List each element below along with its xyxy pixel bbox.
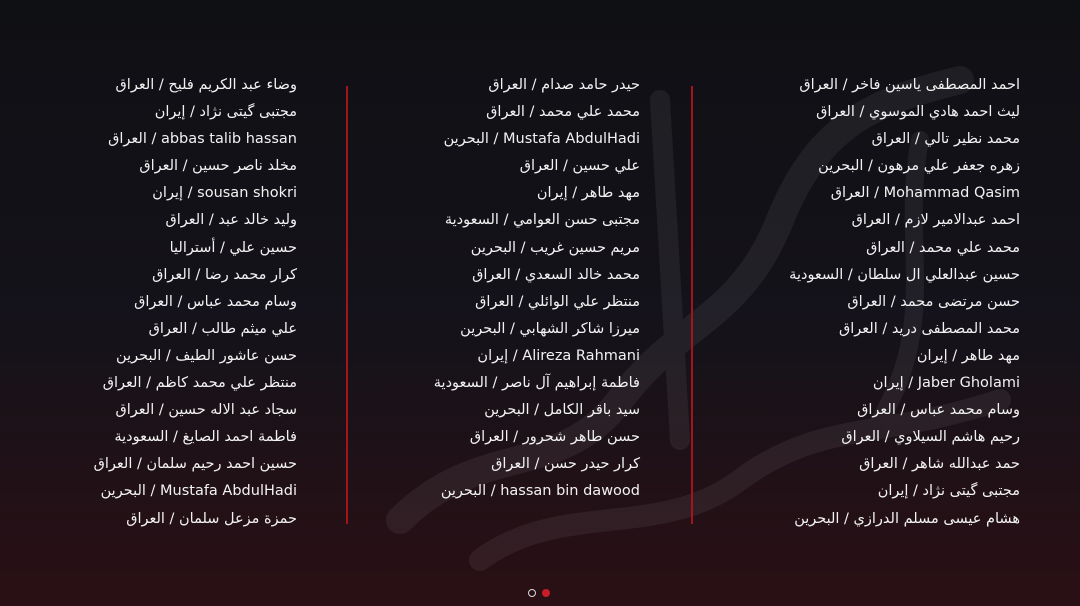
column-divider <box>346 86 348 524</box>
name-entry: حسين احمد رحيم سلمان / العراق <box>93 456 297 473</box>
name-entry: abbas talib hassan / العراق <box>108 131 297 148</box>
name-entry: مهد طاهر / إيران <box>916 347 1020 364</box>
name-entry: ميرزا شاكر الشهابي / البحرين <box>460 320 640 337</box>
name-entry: محمد المصطفى دريد / العراق <box>839 320 1020 337</box>
name-entry: احمد عبدالامير لازم / العراق <box>851 212 1020 229</box>
name-entry: مجتبی گیتی نژاد / إيران <box>877 483 1020 500</box>
name-entry: وسام محمد عباس / العراق <box>857 402 1020 419</box>
pagination-dot-1[interactable] <box>528 589 536 597</box>
name-entry: فاطمة إبراهيم آل ناصر / السعودية <box>433 375 640 392</box>
name-entry: وضاء عبد الكريم فليح / العراق <box>115 77 297 93</box>
name-entry: hassan bin dawood / البحرين <box>440 483 640 500</box>
name-entry: محمد نظير تالي / العراق <box>871 131 1020 148</box>
name-entry: محمد علي محمد / العراق <box>866 239 1020 256</box>
name-entry: حسين عبدالعلي ال سلطان / السعودية <box>789 266 1020 283</box>
name-entry: زهره جعفر علي مرهون / البحرين <box>818 158 1020 175</box>
name-entry: حسن طاهر شحرور / العراق <box>469 429 640 446</box>
pagination-dot-2[interactable] <box>542 589 550 597</box>
name-entry: فاطمة احمد الصايغ / السعودية <box>114 429 297 446</box>
name-entry: حيدر حامد صدام / العراق <box>488 77 640 93</box>
name-entry: حمد عبدالله شاهر / العراق <box>859 456 1020 473</box>
name-entry: مجتبى حسن العوامي / السعودية <box>444 212 640 229</box>
name-entry: وسام محمد عباس / العراق <box>134 293 297 310</box>
name-entry: رحيم هاشم السيلاوي / العراق <box>841 429 1020 446</box>
name-entry: حمزة مزعل سلمان / العراق <box>126 510 297 527</box>
name-entry: منتظر علي الوائلي / العراق <box>475 293 640 310</box>
name-entry: هشام عيسى مسلم الدرازي / البحرين <box>794 510 1020 527</box>
names-column-left <box>57 72 297 533</box>
name-entry: كرار محمد رضا / العراق <box>152 266 297 283</box>
names-column-middle <box>380 72 640 506</box>
name-entry: سجاد عبد الاله حسين / العراق <box>115 402 297 419</box>
name-entry: حسن عاشور الطيف / البحرين <box>116 347 297 364</box>
name-entry: محمد علي محمد / العراق <box>486 104 640 121</box>
name-entry: علي ميثم طالب / العراق <box>148 320 297 337</box>
name-entry: Mustafa AbdulHadi / البحرين <box>443 131 640 148</box>
name-entry: حسن مرتضى محمد / العراق <box>847 293 1020 310</box>
name-entry: حسين علي / أستراليا <box>169 239 297 256</box>
name-entry: علي حسين / العراق <box>519 158 640 175</box>
name-entry: منتظر علي محمد كاظم / العراق <box>102 375 297 392</box>
name-entry: سيد باقر الكامل / البحرين <box>484 402 640 419</box>
pagination-dots <box>528 587 558 599</box>
name-entry: ليث احمد هادي الموسوي / العراق <box>816 104 1020 121</box>
name-entry: احمد المصطفى ياسين فاخر / العراق <box>799 77 1020 93</box>
name-entry: مخلد ناصر حسين / العراق <box>139 158 297 175</box>
name-entry: Mustafa AbdulHadi / البحرين <box>100 483 297 500</box>
name-entry: sousan shokri / إيران <box>152 185 297 202</box>
column-divider <box>691 86 693 524</box>
name-entry: كرار حيدر حسن / العراق <box>491 456 640 473</box>
names-column-right <box>690 72 1020 533</box>
name-entry: محمد خالد السعدي / العراق <box>472 266 640 283</box>
name-entry: مريم حسين غريب / البحرين <box>470 239 640 256</box>
name-entry: Alireza Rahmani / إيران <box>477 347 640 364</box>
name-entry: Mohammad Qasim / العراق <box>830 185 1020 202</box>
name-entry: Jaber Gholami / إيران <box>872 375 1020 392</box>
name-entry: مهد طاهر / إيران <box>536 185 640 202</box>
name-entry: مجتبی گیتی نژاد / إيران <box>154 104 297 121</box>
name-entry: وليد خالد عبد / العراق <box>165 212 297 229</box>
